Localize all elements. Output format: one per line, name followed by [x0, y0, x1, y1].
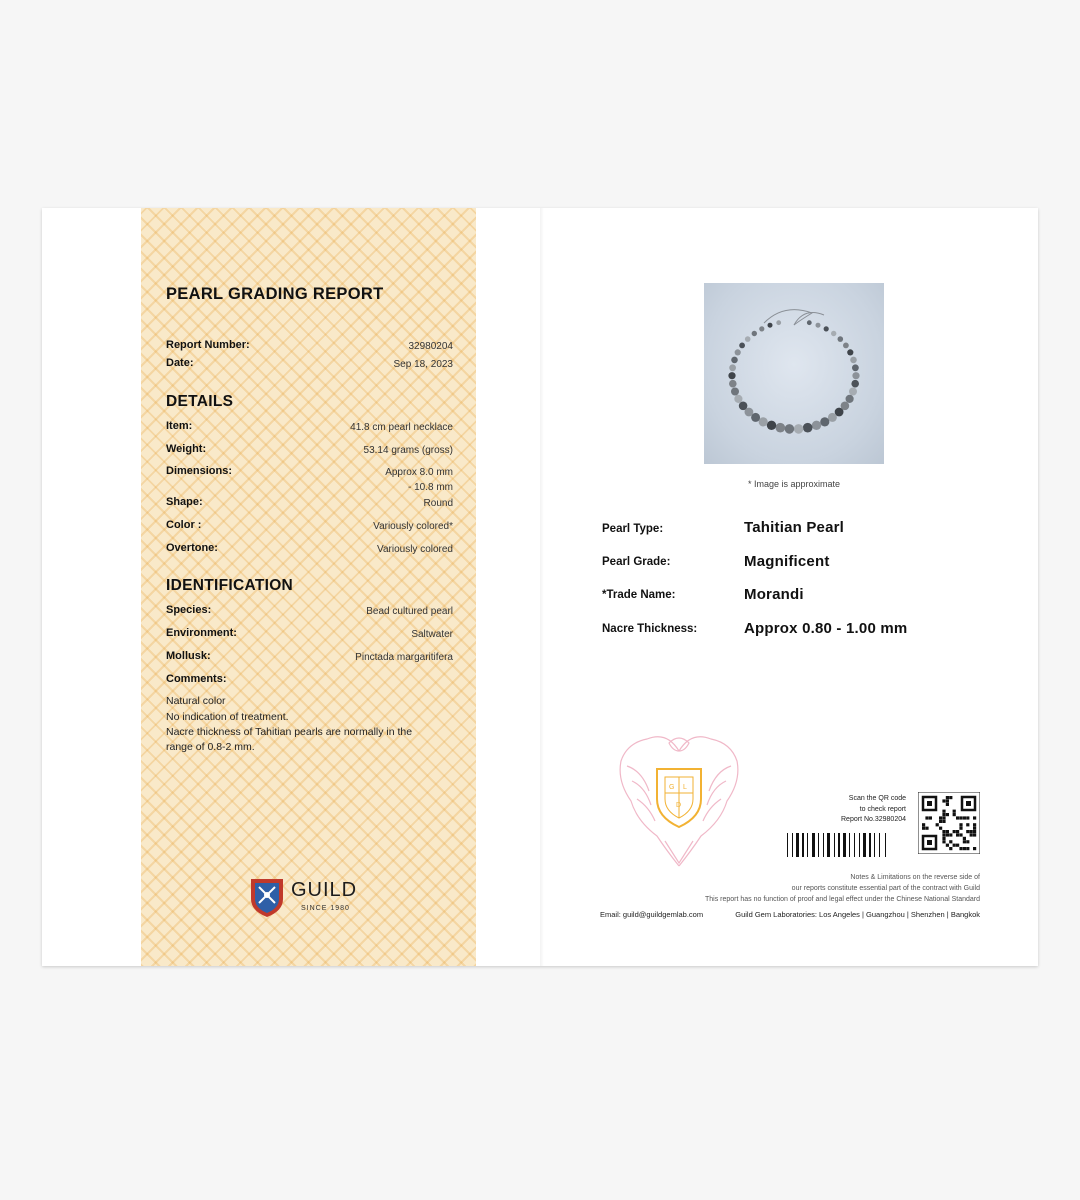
- detail-label: Dimensions:: [166, 465, 233, 477]
- qr-line-1: Scan the QR code: [848, 795, 906, 802]
- pearl-bead: [728, 372, 735, 379]
- seal-letter-g: G: [669, 784, 675, 791]
- qr-cell: [942, 799, 945, 802]
- qr-cell: [973, 827, 976, 830]
- pearl-bead: [846, 395, 854, 403]
- pearl-bead: [785, 424, 795, 434]
- qr-cell: [963, 847, 966, 850]
- image-note: * Image is approximate: [747, 479, 841, 489]
- qr-cell: [942, 840, 945, 843]
- spec-value-trade-name: Morandi: [744, 586, 804, 603]
- pearl-bead: [812, 421, 821, 430]
- qr-cell: [949, 796, 952, 799]
- footer-labs: Guild Gem Laboratories: Los Angeles | Guangzhou | Shenzhen | Bangkok: [735, 910, 980, 919]
- barcode-bar: [823, 833, 824, 857]
- shield-icon: [247, 875, 287, 919]
- pearl-bead: [816, 323, 821, 328]
- id-value: Saltwater: [411, 629, 453, 640]
- pearl-bead: [729, 380, 737, 388]
- barcode-bar: [827, 833, 830, 857]
- spec-label-nacre-thickness: Nacre Thickness:: [602, 623, 698, 635]
- qr-cell: [946, 799, 949, 802]
- qr-cell: [959, 827, 962, 830]
- report-number-value: 32980204: [408, 341, 453, 352]
- detail-value: 41.8 cm pearl necklace: [350, 422, 453, 433]
- qr-cell: [939, 816, 942, 819]
- pearl-bead: [739, 402, 748, 411]
- barcode-bar: [838, 833, 840, 857]
- qr-cell: [959, 833, 962, 836]
- qr-cell: [946, 796, 949, 799]
- pearl-bead: [852, 364, 859, 371]
- pearl-bead: [767, 421, 776, 430]
- pearl-bead: [752, 331, 757, 336]
- detail-value: Approx 8.0 mm: [385, 467, 453, 478]
- detail-label: Shape:: [166, 496, 203, 508]
- pearl-bead: [807, 320, 812, 325]
- qr-cell: [953, 813, 956, 816]
- qr-cell: [970, 830, 973, 833]
- qr-line-2: to check report: [859, 805, 906, 813]
- spec-value-pearl-grade: Magnificent: [744, 553, 830, 570]
- qr-cell: [936, 823, 939, 826]
- pearl-bead: [729, 364, 736, 371]
- qr-cell: [942, 830, 945, 833]
- id-value: Pinctada margaritifera: [355, 652, 453, 663]
- barcode-icon: [786, 833, 910, 857]
- qr-cell: [966, 816, 969, 819]
- footer-email[interactable]: Email: guild@guildgemlab.com: [600, 910, 704, 919]
- qr-cell: [942, 833, 945, 836]
- pearl-bead: [794, 424, 804, 434]
- detail-label: Color :: [166, 519, 202, 531]
- pearl-bead: [759, 417, 768, 426]
- qr-cell: [939, 827, 942, 830]
- pearl-bead: [768, 323, 773, 328]
- detail-label: Overtone:: [166, 542, 218, 554]
- pearl-bead: [776, 320, 781, 325]
- pearl-bead: [828, 413, 837, 422]
- left-panel: [141, 208, 476, 966]
- qr-code-icon[interactable]: [918, 792, 980, 854]
- qr-cell: [956, 816, 959, 819]
- detail-value-cont: - 10.8 mm: [407, 482, 453, 493]
- spec-label-pearl-type: Pearl Type:: [602, 523, 664, 535]
- qr-cell: [959, 816, 962, 819]
- barcode-bar: [885, 833, 886, 857]
- barcode-bar: [834, 833, 835, 857]
- pearl-bead: [824, 326, 829, 331]
- note-line: This report has no function of proof and legal effect under the Chinese National Standard: [705, 896, 980, 903]
- qr-cell: [922, 827, 925, 830]
- qr-cell: [953, 830, 956, 833]
- qr-cell: [966, 830, 969, 833]
- qr-cell: [946, 830, 949, 833]
- footer: [600, 910, 980, 919]
- brand-name: GUILD: [291, 879, 358, 901]
- barcode-bar: [807, 833, 808, 857]
- pearl-bead: [831, 331, 836, 336]
- note-line: our reports constitute essential part of the contract with Guild: [791, 885, 980, 892]
- barcode-bar: [879, 833, 880, 857]
- barcode-bar: [874, 833, 875, 857]
- pearl-bead: [847, 349, 853, 355]
- qr-cell: [925, 816, 928, 819]
- seal-letter-l: L: [683, 784, 687, 791]
- qr-cell: [942, 816, 945, 819]
- qr-cell: [956, 830, 959, 833]
- qr-cell: [963, 816, 966, 819]
- barcode-bar: [792, 833, 793, 857]
- spec-label-pearl-grade: Pearl Grade:: [602, 556, 671, 568]
- id-label: Species:: [166, 604, 212, 616]
- barcode-bar: [859, 833, 860, 857]
- pearl-necklace-image: [704, 283, 884, 464]
- pearl-bead: [850, 357, 857, 364]
- pearl-bead: [739, 343, 745, 349]
- qr-cell: [949, 847, 952, 850]
- barcode-bar: [818, 833, 819, 857]
- page-fold: [540, 208, 544, 966]
- pearl-bead: [852, 372, 859, 379]
- qr-cell: [922, 823, 925, 826]
- qr-cell: [963, 837, 966, 840]
- barcode-bar: [812, 833, 815, 857]
- qr-cell: [966, 823, 969, 826]
- qr-cell: [966, 840, 969, 843]
- details-heading: DETAILS: [166, 393, 234, 410]
- qr-instructions: [802, 794, 906, 826]
- report-sheet: [42, 208, 1038, 966]
- qr-cell: [970, 833, 973, 836]
- comment-line: Natural color: [166, 695, 226, 707]
- qr-cell: [946, 813, 949, 816]
- qr-cell: [949, 840, 952, 843]
- report-title: PEARL GRADING REPORT: [166, 285, 384, 303]
- date-value: Sep 18, 2023: [393, 359, 453, 370]
- comments-label: Comments:: [166, 673, 227, 685]
- qr-cell: [956, 833, 959, 836]
- detail-value: Variously colored: [377, 544, 453, 555]
- qr-cell: [929, 816, 932, 819]
- qr-cell: [942, 837, 945, 840]
- pearl-bead: [843, 343, 849, 349]
- comment-line: range of 0.8-2 mm.: [166, 741, 255, 753]
- pearl-bead: [734, 395, 742, 403]
- barcode-bar: [869, 833, 871, 857]
- barcode-bar: [854, 833, 855, 857]
- detail-value: Round: [423, 498, 453, 509]
- barcode-bar: [849, 833, 850, 857]
- spec-label-trade-name: *Trade Name:: [602, 589, 676, 601]
- qr-cell: [973, 833, 976, 836]
- qr-cell: [946, 844, 949, 847]
- guild-logo: [247, 875, 377, 917]
- pearl-bead: [745, 336, 751, 342]
- qr-cell: [946, 833, 949, 836]
- id-label: Mollusk:: [166, 650, 211, 662]
- detail-value: Variously colored*: [373, 521, 453, 532]
- pearl-bead: [849, 388, 857, 396]
- pearl-bead: [838, 336, 844, 342]
- detail-label: Weight:: [166, 443, 207, 455]
- seal-letter-d: D: [676, 802, 682, 809]
- qr-cell: [956, 844, 959, 847]
- pearl-bead: [820, 417, 829, 426]
- spec-value-pearl-type: Tahitian Pearl: [744, 519, 845, 536]
- qr-cell: [939, 820, 942, 823]
- qr-cell: [973, 847, 976, 850]
- qr-cell: [942, 810, 945, 813]
- qr-cell: [966, 847, 969, 850]
- date-label: Date:: [166, 357, 194, 369]
- qr-cell: [953, 810, 956, 813]
- eagle-seal-icon: [607, 721, 752, 871]
- qr-line-3: Report No.32980204: [841, 816, 906, 823]
- qr-cell: [963, 840, 966, 843]
- pearl-bead: [731, 388, 739, 396]
- report-number-label: Report Number:: [166, 339, 250, 351]
- barcode-bar: [843, 833, 846, 857]
- id-label: Environment:: [166, 627, 237, 639]
- barcode-bar: [863, 833, 866, 857]
- notes-limitations: [705, 872, 980, 905]
- note-line: Notes & Limitations on the reverse side of: [850, 874, 980, 881]
- comment-line: No indication of treatment.: [166, 711, 289, 723]
- qr-cell: [942, 813, 945, 816]
- pearl-bead: [803, 423, 813, 433]
- identification-heading: IDENTIFICATION: [166, 577, 294, 594]
- qr-cell: [973, 823, 976, 826]
- barcode-bar: [802, 833, 804, 857]
- detail-value: 53.14 grams (gross): [363, 445, 453, 456]
- pearl-bead: [731, 357, 738, 364]
- pearl-bead: [851, 380, 859, 388]
- qr-cell: [925, 827, 928, 830]
- qr-cell: [942, 820, 945, 823]
- qr-cell: [973, 830, 976, 833]
- qr-cell: [959, 823, 962, 826]
- necklace-illustration-icon: [704, 283, 884, 464]
- detail-label: Item:: [166, 420, 193, 432]
- qr-cell: [949, 833, 952, 836]
- pearl-bead: [735, 349, 741, 355]
- barcode-bar: [787, 833, 788, 857]
- qr-cell: [953, 844, 956, 847]
- qr-cell: [973, 816, 976, 819]
- comment-line: Nacre thickness of Tahitian pearls are normally in the: [166, 726, 413, 738]
- spec-value-nacre-thickness: Approx 0.80 - 1.00 mm: [744, 620, 908, 637]
- pearl-bead: [776, 423, 786, 433]
- id-value: Bead cultured pearl: [366, 606, 453, 617]
- pearl-bead: [759, 326, 764, 331]
- brand-since: SINCE 1980: [301, 905, 350, 912]
- barcode-bar: [796, 833, 799, 857]
- qr-cell: [959, 847, 962, 850]
- qr-cell: [946, 803, 949, 806]
